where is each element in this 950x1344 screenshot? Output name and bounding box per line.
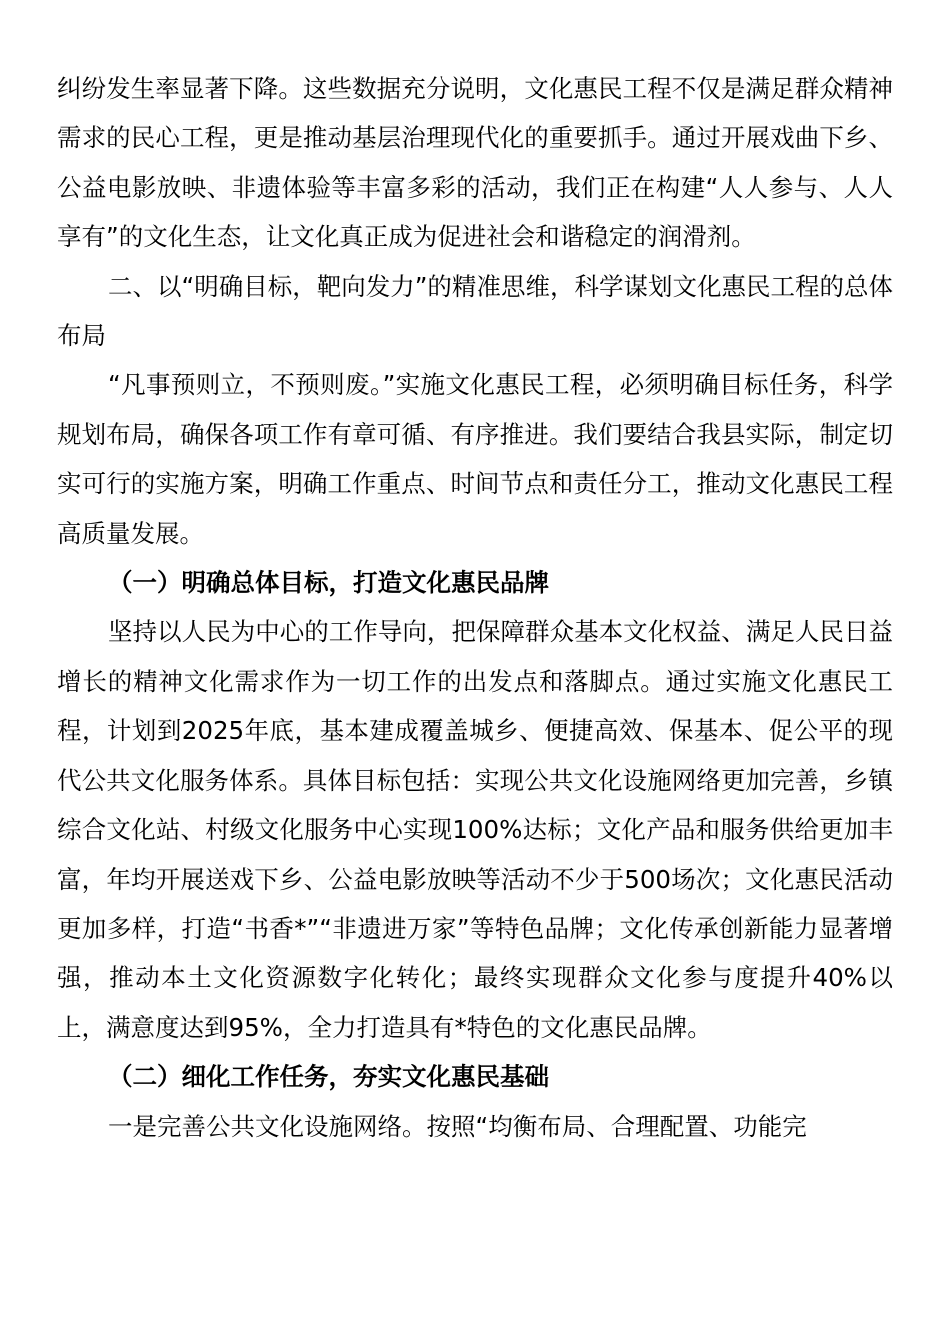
paragraph-goals: 坚持以人民为中心的工作导向，把保障群众基本文化权益、满足人民日益增长的精神文化需求作为一切工作的出发点和落脚点。通过实施文化惠民工程，计划到2025年底，基本建成覆盖城乡、便捷高效、保基本、促公平的现代公共文化服务体系。具体目标包括：实现公共文化设施网络更加完善，乡镇综合文化站、村级文化服务中心实现100%达标；文化产品和服务供给更加丰富，年均开展送戏下乡、公益电影放映等活动不少于500场次；文化惠民活动更加多样，打造“书香*”“非遗进万家”等特色品牌；文化传承创新能力显著增强，推动本土文化资源数字化转化；最终实现群众文化参与度提升40%以上，满意度达到95%，全力打造具有*特色的文化惠民品牌。 xyxy=(57,617,893,1042)
section-heading-two: 二、以“明确目标，靶向发力”的精准思维，科学谋划文化惠民工程的总体布局 xyxy=(57,271,893,351)
paragraph-facilities: 一是完善公共文化设施网络。按照“均衡布局、合理配置、功能完 xyxy=(108,1111,807,1141)
subheading-work-tasks: （二）细化工作任务，夯实文化惠民基础 xyxy=(108,1062,549,1092)
paragraph-continuation: 纠纷发生率显著下降。这些数据充分说明，文化惠民工程不仅是满足群众精神需求的民心工程，更是推动基层治理现代化的重要抓手。通过开展戏曲下乡、公益电影放映、非遗体验等丰富多彩的活动，我们正在构建“人人参与、人人享有”的文化生态，让文化真正成为促进社会和谐稳定的润滑剂。 xyxy=(57,74,893,252)
subheading-overall-goal: （一）明确总体目标，打造文化惠民品牌 xyxy=(108,568,549,598)
paragraph-planning: “凡事预则立，不预则废。”实施文化惠民工程，必须明确目标任务，科学规划布局，确保各项工作有章可循、有序推进。我们要结合我县实际，制定切实可行的实施方案，明确工作重点、时间节点和责任分工，推动文化惠民工程高质量发展。 xyxy=(57,370,893,548)
